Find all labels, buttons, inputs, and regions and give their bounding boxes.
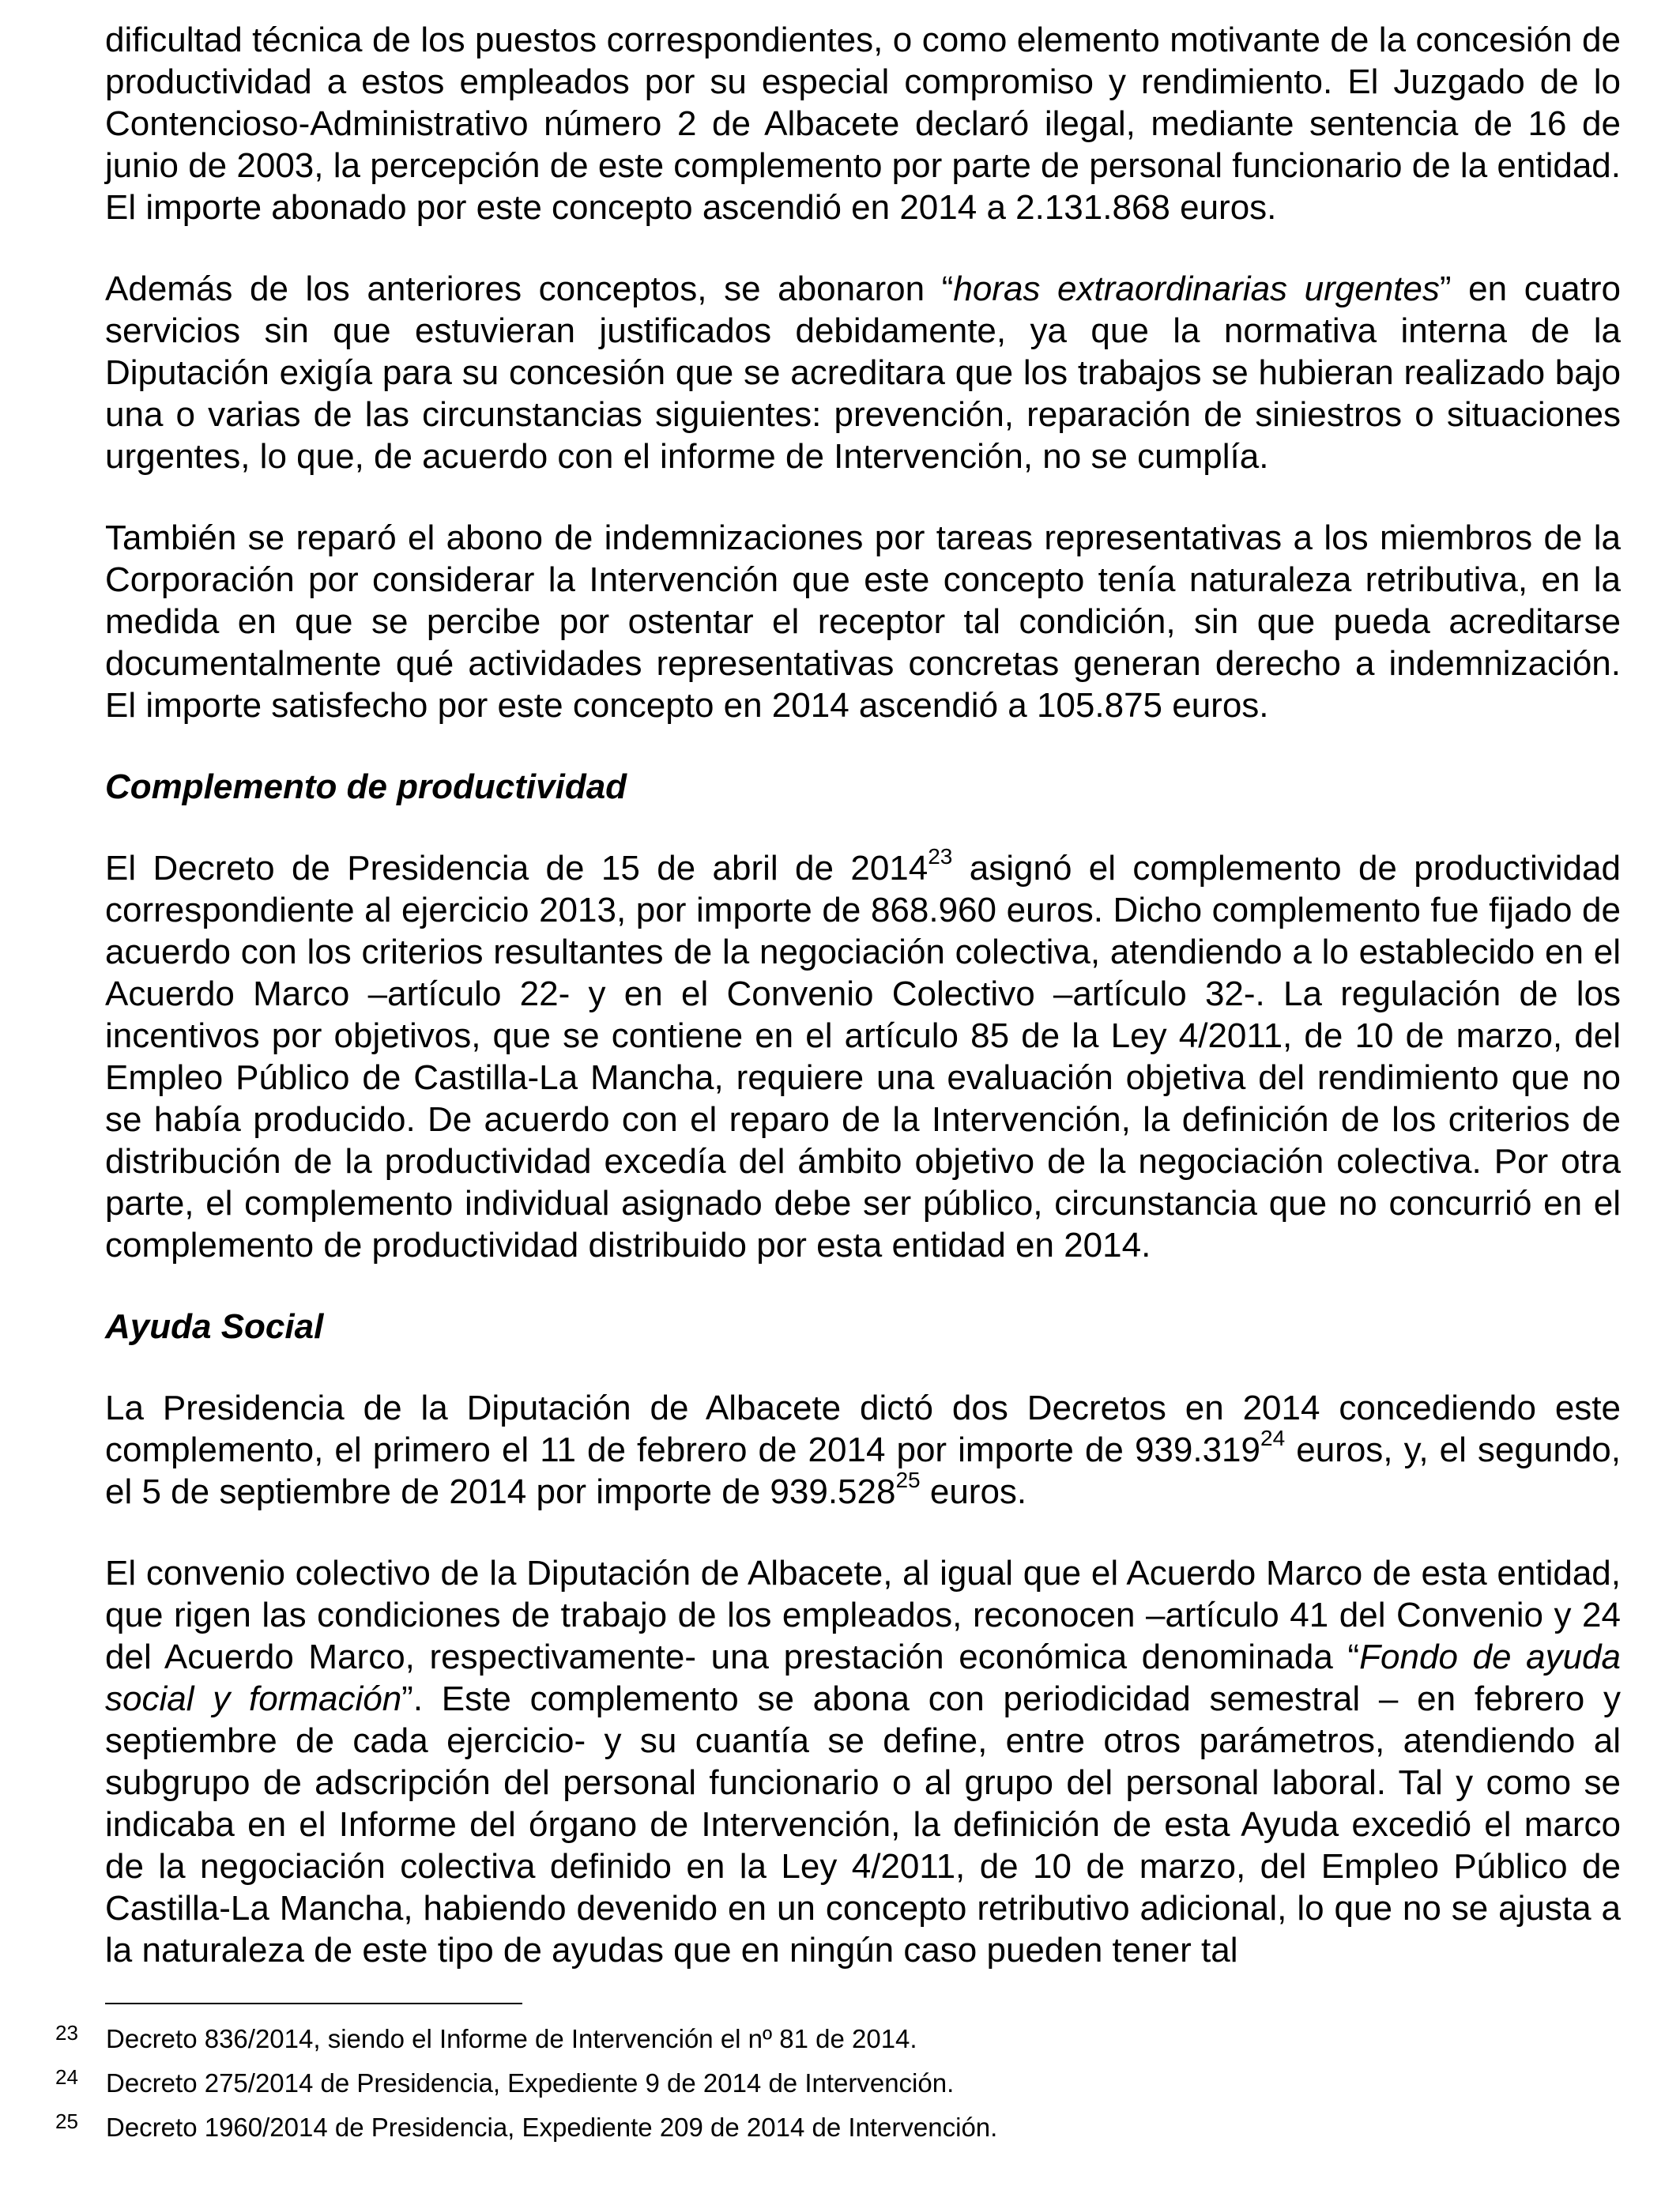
paragraph-text: euros, y, el segundo, el 5 de septiembre de 2014 por importe de 939.528 [105, 1431, 1621, 1511]
paragraph-text: asignó el complemento de productividad correspondiente al ejercicio 2013, por importe de 868.960 euros. Dicho complemento fue fijado de acuerdo con los criterios resultantes de la negociación colectiva, atendiendo a lo establecido en el Acuerdo Marco –artículo 22- y en el Convenio Colectivo –artículo 32-. La regulación de los incentivos por objetivos, que se contiene en el artículo 85 de la Ley 4/2011, de 10 de marzo, del Empleo Público de Castilla-La Mancha, requiere una evaluación objetiva del rendimiento que no se había producido. De acuerdo con el reparo de la Intervención, la definición de los criterios de distribución de la productividad excedía del ámbito objetivo de la negociación colectiva. Por otra parte, el complemento individual asignado debe ser público, circunstancia que no concurrió en el complemento de productividad distribuido por esta entidad en 2014. [105, 849, 1621, 1265]
paragraph-text: La Presidencia de la Diputación de Albacete dictó dos Decretos en 2014 concediendo este complemento, el primero el 11 de febrero de 2014 por importe de 939.319 [105, 1389, 1621, 1469]
italic-term-horas-extraordinarias: horas extraordinarias urgentes [953, 270, 1440, 308]
document-body [105, 19, 1621, 1971]
footnote-ref-24[interactable]: 24 [1260, 1426, 1286, 1451]
paragraph-text: ” en cuatro servicios sin que estuvieran justificados debidamente, ya que la normativa interna de la Diputación exigía para su concesión que se acreditara que los trabajos se hubieran realizado bajo una o varias de las circunstancias siguientes: prevención, reparación de siniestros o situaciones urgentes, lo que, de acuerdo con el informe de Intervención, no se cumplía. [105, 270, 1621, 476]
paragraph-convenio-colectivo [105, 1552, 1621, 1971]
section-heading-ayuda-social: Ayuda Social [105, 1307, 324, 1346]
paragraph-decreto-productividad [105, 844, 1621, 1266]
footnote-number: 24 [55, 2065, 78, 2089]
paragraph-text: El Decreto de Presidencia de 15 de abril de 2014 [105, 849, 929, 888]
footnote-25 [55, 2110, 1620, 2154]
italic-term-fondo-ayuda-social: Fondo de ayuda social y formación [105, 1638, 1621, 1718]
footnote-separator [105, 2003, 522, 2004]
paragraph-text: El convenio colectivo de la Diputación de Albacete, al igual que el Acuerdo Marco de esta entidad, que rigen las condiciones de trabajo de los empleados, reconocen –artículo 41 del Convenio y 24 del Acuerdo Marco, respectivamente- una prestación económica denominada “ [105, 1554, 1621, 1676]
paragraph-complemento-especial: dificultad técnica de los puestos correspondientes, o como elemento motivante de la concesión de productividad a estos empleados por su especial compromiso y rendimiento. El Juzgado de lo Contencioso-Administrativo número 2 de Albacete declaró ilegal, mediante sentencia de 16 de junio de 2003, la percepción de este complemento por parte de personal funcionario de la entidad. El importe abonado por este concepto ascendió en 2014 a 2.131.868 euros. [105, 21, 1621, 227]
paragraph-text: ”. Este complemento se abona con periodicidad semestral – en febrero y septiembre de cada ejercicio- y su cuantía se define, entre otros parámetros, atendiendo al subgrupo de adscripción del personal funcionario o al grupo del personal laboral. Tal y como se indicaba en el Informe del órgano de Intervención, la definición de esta Ayuda excedió el marco de la negociación colectiva definido en la Ley 4/2011, de 10 de marzo, del Empleo Público de Castilla-La Mancha, habiendo devenido en un concepto retributivo adicional, lo que no se ajusta a la naturaleza de este tipo de ayudas que en ningún caso pueden tener tal [105, 1679, 1621, 1970]
paragraph-indemnizaciones: También se reparó el abono de indemnizaciones por tareas representativas a los miembros de la Corporación por considerar la Intervención que este concepto tenía naturaleza retributiva, en la medida en que se percibe por ostentar el receptor tal condición, sin que pueda acreditarse documentalmente qué actividades representativas concretas generan derecho a indemnización. El importe satisfecho por este concepto en 2014 ascendió a 105.875 euros. [105, 518, 1621, 725]
paragraph-decretos-ayuda-social [105, 1387, 1621, 1513]
footnote-text: Decreto 836/2014, siendo el Informe de Intervención el nº 81 de 2014. [106, 2024, 917, 2053]
footnote-number: 23 [55, 2021, 78, 2045]
section-heading-complemento-productividad: Complemento de productividad [105, 767, 627, 806]
footnote-text: Decreto 1960/2014 de Presidencia, Expediente 209 de 2014 de Intervención. [106, 2113, 998, 2142]
paragraph-horas-extraordinarias [105, 268, 1621, 477]
footnote-ref-25[interactable]: 25 [895, 1468, 921, 1493]
paragraph-text: euros. [920, 1472, 1027, 1511]
footnote-text: Decreto 275/2014 de Presidencia, Expediente 9 de 2014 de Intervención. [106, 2068, 955, 2098]
footnotes [55, 2022, 1620, 2154]
footnote-23 [55, 2022, 1620, 2066]
footnote-ref-23[interactable]: 23 [928, 844, 953, 869]
paragraph-text: Además de los anteriores conceptos, se abonaron “ [105, 270, 954, 308]
footnote-number: 25 [55, 2109, 78, 2133]
footnote-24 [55, 2066, 1620, 2110]
